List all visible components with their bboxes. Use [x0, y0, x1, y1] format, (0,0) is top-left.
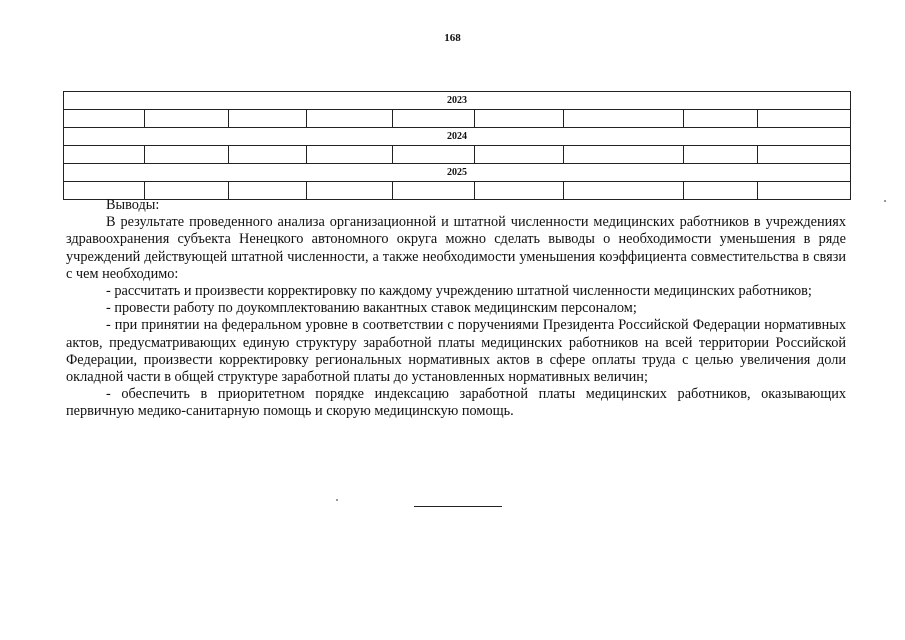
conclusion-item: - при принятии на федеральном уровне в соответствии с поручениями Президента Российской Федерации нормативных актов, предусматривающих единую структуру заработной платы медицинских работников на всей территории Российской Федерации, произвести корректировку региональных нормативных актов в сфере оплаты труда с целью увеличения доли окладной части в общей структуре заработной платы до установленных нормативных величин;	[66, 317, 846, 386]
conclusion-item: - провести работу по доукомплектованию вакантных ставок медицинским персоналом;	[106, 300, 637, 317]
page-number: 168	[444, 32, 461, 44]
table-cell	[564, 146, 684, 164]
table-cell	[684, 146, 758, 164]
table-cell	[64, 110, 145, 128]
data-table	[63, 91, 851, 200]
scan-speck	[336, 499, 338, 501]
table-year-row	[64, 92, 851, 110]
table-row	[64, 146, 851, 164]
table-cell	[393, 110, 475, 128]
conclusions-intro: В результате проведенного анализа организационной и штатной численности медицинских работников в учреждениях здравоохранения субъекта Ненецкого автономного округа можно сделать выводы о необходимости уменьшения в ряде учреждений действующей штатной численности, а также необходимости уменьшения коэффициента совместительства в связи с чем необходимо:	[66, 214, 846, 282]
table-cell	[64, 146, 145, 164]
year-label: 2023	[64, 92, 851, 110]
conclusions-section	[66, 197, 846, 421]
year-label: 2025	[64, 164, 851, 182]
table-cell	[229, 110, 307, 128]
table-cell	[684, 110, 758, 128]
table-cell	[145, 110, 229, 128]
table-cell	[758, 110, 851, 128]
year-label: 2024	[64, 128, 851, 146]
table-cell	[307, 110, 393, 128]
table-cell	[229, 146, 307, 164]
table-year-row	[64, 164, 851, 182]
table-cell	[475, 110, 564, 128]
conclusions-heading: Выводы:	[106, 197, 160, 213]
conclusion-item: - обеспечить в приоритетном порядке индексацию заработной платы медицинских работников, оказывающих первичную медико-санитарную помощь и скорую медицинскую помощь.	[66, 386, 846, 420]
table-cell	[564, 110, 684, 128]
table-cell	[145, 146, 229, 164]
conclusion-item: - рассчитать и произвести корректировку по каждому учреждению штатной численности медицинских работников;	[106, 283, 812, 300]
scan-speck	[884, 200, 886, 202]
end-separator-line	[414, 506, 502, 507]
table-cell	[758, 146, 851, 164]
table-year-row	[64, 128, 851, 146]
table-row	[64, 110, 851, 128]
table-cell	[475, 146, 564, 164]
table-cell	[307, 146, 393, 164]
table-cell	[393, 146, 475, 164]
